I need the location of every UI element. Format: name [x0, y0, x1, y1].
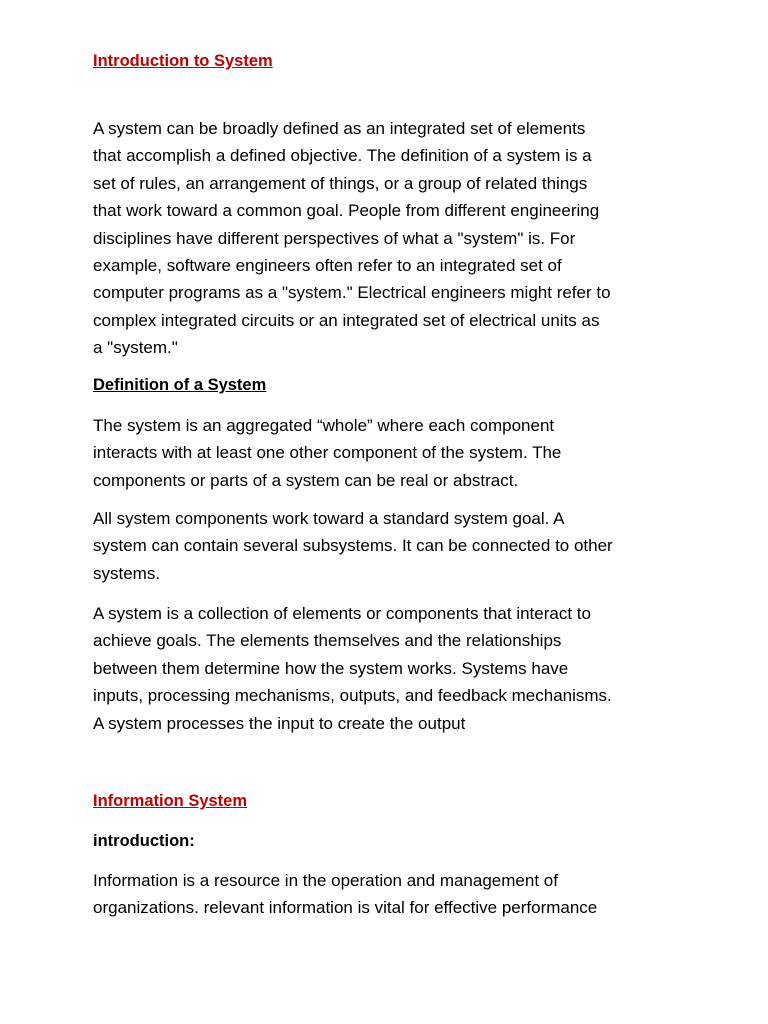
text-line: The system is an aggregated “whole” where each component — [93, 416, 555, 435]
text-line: organizations. relevant information is vital for effective performance — [93, 898, 598, 918]
text-line: disciplines have different perspectives of what a "system" is. For — [93, 228, 576, 248]
text-line: set of rules, an arrangement of things, or a group of related things — [93, 173, 588, 193]
definition-paragraph-2 — [93, 505, 613, 587]
text-line: that accomplish a defined objective. The definition of a system is a — [93, 146, 592, 166]
text-line: that work toward a common goal. People from different engineering — [93, 201, 600, 221]
info-subtitle: introduction: — [93, 832, 195, 850]
definition-title: Definition of a System — [93, 376, 267, 394]
text-line: between them determine how the system works. Systems have — [93, 658, 569, 678]
text-line: components or parts of a system can be real or abstract. — [93, 470, 519, 490]
text-line: inputs, processing mechanisms, outputs, and feedback mechanisms. — [93, 686, 612, 706]
text-line: a "system." — [93, 338, 178, 358]
text-line: example, software engineers often refer to an integrated set of — [93, 256, 562, 276]
intro-title: Introduction to System — [93, 52, 273, 70]
text-line: A system processes the input to create the output — [93, 713, 466, 733]
definition-paragraph-3 — [93, 600, 612, 737]
text-line: A system can be broadly defined as an integrated set of elements — [93, 119, 586, 138]
intro-paragraph — [93, 115, 611, 362]
text-line: achieve goals. The elements themselves and the relationships — [93, 631, 562, 651]
text-line: system can contain several subsystems. It can be connected to other — [93, 536, 613, 556]
text-line: computer programs as a "system." Electrical engineers might refer to — [93, 283, 611, 303]
info-paragraph — [93, 867, 597, 922]
definition-paragraph-1 — [93, 412, 561, 494]
info-title: Information System — [93, 792, 248, 810]
text-line: All system components work toward a standard system goal. A — [93, 509, 565, 528]
text-line: complex integrated circuits or an integrated set of electrical units as — [93, 310, 600, 330]
text-line: A system is a collection of elements or components that interact to — [93, 604, 591, 623]
text-line: Information is a resource in the operation and management of — [93, 871, 558, 890]
text-line: systems. — [93, 563, 161, 583]
text-line: interacts with at least one other component of the system. The — [93, 443, 562, 463]
